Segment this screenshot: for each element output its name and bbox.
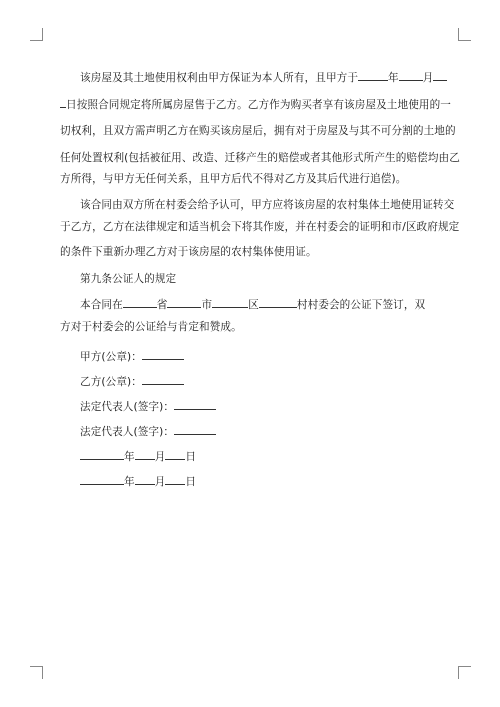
article-9-line-2: 方对于村委会的公证给与肯定和赞成。	[60, 321, 242, 333]
article-9-heading: 第九条公证人的规定	[80, 273, 177, 285]
blank-date-year	[80, 448, 124, 460]
blank-year	[358, 69, 388, 81]
rep-signature-line-2	[80, 423, 216, 439]
blank-city	[167, 296, 201, 308]
text: 月	[154, 451, 166, 463]
paragraph-2-line-1: 该合同由双方所在村委会给予认可，甲方应将该房屋的农村集体土地使用证转交	[80, 199, 455, 211]
blank-day	[433, 69, 447, 81]
text: 法定代表人(签字)：	[80, 426, 175, 438]
blank-date-year	[80, 473, 124, 485]
blank-date-day	[165, 448, 185, 460]
blank-province	[123, 296, 157, 308]
paragraph-1-line-2	[60, 96, 451, 112]
corner-mark-top-left	[30, 28, 43, 41]
blank-party-b	[142, 373, 184, 385]
text: 年	[124, 476, 135, 488]
blank-date-month	[135, 448, 155, 460]
blank-village	[259, 296, 297, 308]
paragraph-1-line-3: 切权利，且双方需声明乙方在购买该房屋后，拥有对于房屋及与其不可分割的土地的	[60, 125, 456, 137]
text: 本合同在	[80, 299, 123, 311]
text: 该房屋及其土地使用权利由甲方保证为本人所有，且甲方于	[80, 72, 359, 84]
text: 省	[156, 299, 168, 311]
text: 市	[201, 299, 213, 311]
rep-signature-line-1	[80, 398, 216, 414]
paragraph-1-line-5: 方所得，与甲方无任何关系，且甲方后代不得对乙方及其后代进行追偿)。	[60, 173, 407, 185]
text: 年	[124, 451, 135, 463]
blank-party-a	[142, 348, 184, 360]
text: 月	[154, 476, 166, 488]
date-line-2	[80, 473, 196, 489]
paragraph-2-line-3: 的条件下重新办理乙方对于该房屋的农村集体使用证。	[60, 246, 317, 258]
text: 法定代表人(签字)：	[80, 401, 175, 413]
paragraph-1-line-4: 任何处置权利(包括被征用、改造、迁移产生的赔偿或者其他形式所产生的赔偿均由乙	[60, 152, 460, 164]
text: 日	[185, 476, 197, 488]
blank-district	[212, 296, 248, 308]
text: 区	[248, 299, 259, 311]
paragraph-1-line-1	[80, 69, 447, 85]
blank-rep-1	[174, 398, 216, 410]
text: 日按照合同规定将所属房屋售于乙方。乙方作为购买者享有该房屋及土地使用的一	[66, 99, 451, 111]
corner-mark-top-right	[458, 28, 471, 41]
text: 村村委会的公证下签订，双	[296, 299, 426, 311]
article-9-line-1	[80, 296, 425, 312]
blank-month	[399, 69, 423, 81]
text: 甲方(公章)：	[80, 351, 142, 363]
paragraph-2-line-2: 于乙方，乙方在法律规定和适当机会下将其作废，并在村委会的证明和市/区政府规定	[60, 221, 460, 233]
text: 日	[185, 451, 197, 463]
blank-date-day	[165, 473, 185, 485]
corner-mark-bottom-right	[458, 666, 471, 679]
corner-mark-bottom-left	[30, 666, 43, 679]
text: 乙方(公章)：	[80, 376, 142, 388]
blank-rep-2	[174, 423, 216, 435]
text: 年	[388, 72, 399, 84]
party-b-seal-line	[80, 373, 184, 389]
blank-date-month	[135, 473, 155, 485]
text: 月	[422, 72, 434, 84]
date-line-1	[80, 448, 196, 464]
party-a-seal-line	[80, 348, 184, 364]
